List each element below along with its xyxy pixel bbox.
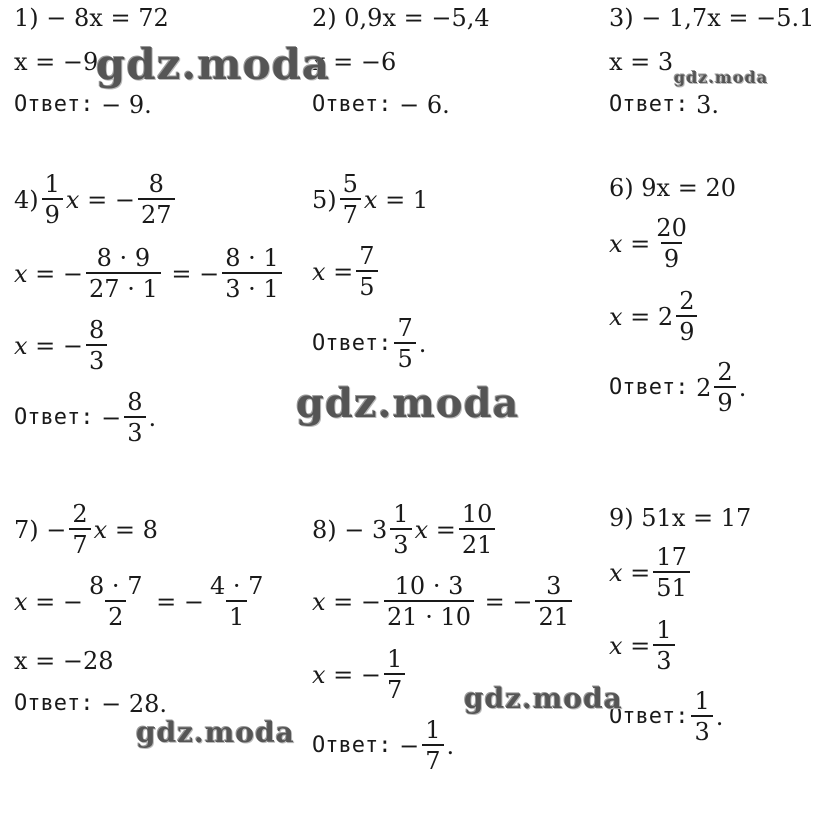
fraction: $\frac{1}{7}$ [384, 647, 405, 702]
problem-1-equation [14, 6, 169, 30]
answer-label: Ответ: [312, 732, 392, 758]
problem-8-step-2: x = − $\frac{1}{7}$ [312, 647, 408, 702]
fraction: $\frac{4 \cdot 7}{1}$ [209, 572, 264, 631]
fraction: $\frac{2}{9}$ [714, 360, 735, 415]
problem-number: 3) [609, 4, 634, 32]
watermark: gdz.moda [96, 40, 331, 89]
problem-4-step-1: x = − $\frac{8 \cdot 9}{27 \cdot 1}$ = − $\frac{8 \cdot 1}{3 \cdot 1}$ [14, 246, 285, 301]
fraction: $\frac{17}{51}$ [653, 545, 690, 600]
fraction: $\frac{8}{3}$ [124, 390, 145, 445]
problem-2-answer [312, 93, 450, 117]
problem-7-equation: 7) − $\frac{2}{7}$ x = 8 [14, 500, 158, 559]
problem-9-equation [609, 506, 751, 530]
problem-number: 6) [609, 174, 634, 202]
answer-value: − 6. [399, 91, 450, 119]
problem-7-step-1: x = − $\frac{8 \cdot 7}{2}$ = − $\frac{4 \cdot 7}{1}$ [14, 574, 269, 629]
problem-6-step-1: x = $\frac{20}{9}$ [609, 216, 693, 271]
watermark: gdz.moda [296, 380, 520, 427]
fraction: $\frac{7}{5}$ [394, 316, 415, 371]
equation-text: − 1,7x = −5.1 [641, 4, 814, 32]
fraction: $\frac{8}{3}$ [86, 318, 107, 373]
fraction: $\frac{1}{3}$ [653, 618, 674, 673]
fraction: $\frac{1}{3}$ [390, 502, 411, 557]
problem-8-equation: 8) − 3 $\frac{1}{3}$ x = $\frac{10}{21}$ [312, 502, 498, 557]
problem-9-step-2: x = $\frac{1}{3}$ [609, 618, 678, 673]
problem-number: 8) [312, 515, 337, 544]
problem-5-equation: 5) $\frac{5}{7}$ x = 1 [312, 170, 429, 229]
fraction: $\frac{2}{7}$ [69, 502, 90, 557]
problem-number: 2) [312, 4, 337, 32]
fraction: $\frac{3}{21}$ [535, 574, 572, 629]
answer-label: Ответ: [14, 92, 94, 117]
problem-1-answer [14, 93, 152, 117]
problem-8-step-1: x = − $\frac{10 \cdot 3}{21 \cdot 10}$ = − $\frac{3}{21}$ [312, 574, 575, 629]
problem-5-answer: Ответ: $\frac{7}{5}$ . [312, 314, 427, 373]
problem-6-equation [609, 176, 736, 200]
answer-label: Ответ: [609, 703, 689, 729]
problem-3-equation [609, 6, 814, 30]
fraction: $\frac{10 \cdot 3}{21 \cdot 10}$ [384, 574, 474, 629]
fraction: $\frac{8 \cdot 9}{27 \cdot 1}$ [86, 246, 161, 301]
problem-number: 7) [14, 515, 39, 544]
problem-9-answer: Ответ: $\frac{1}{3}$ . [609, 687, 724, 746]
problem-7-answer [14, 692, 167, 716]
fraction: $\frac{20}{9}$ [656, 214, 687, 273]
problem-number: 4) [14, 185, 39, 214]
answer-value: − 9. [101, 91, 152, 119]
watermark: gdz.moda [136, 716, 295, 749]
problem-3-solution: x = 3 [609, 48, 674, 76]
fraction: $\frac{8}{27}$ [138, 172, 175, 227]
answer-label: Ответ: [14, 691, 94, 716]
answer-label: Ответ: [609, 374, 689, 400]
problem-number: 1) [14, 4, 39, 32]
problem-6-step-2: x = 2 $\frac{2}{9}$ [609, 289, 700, 344]
problem-2-solution: x = −6 [312, 48, 397, 76]
problem-2-equation [312, 6, 490, 30]
fraction: $\frac{7}{5}$ [356, 244, 377, 299]
equation-text: 9x = 20 [641, 174, 736, 202]
problem-8-answer: Ответ: − $\frac{1}{7}$ . [312, 716, 455, 775]
fraction: $\frac{8 \cdot 1}{3 \cdot 1}$ [222, 246, 281, 301]
watermark: gdz.moda [674, 68, 769, 87]
fraction: $\frac{1}{7}$ [422, 718, 443, 773]
problem-9-step-1: x = $\frac{17}{51}$ [609, 545, 693, 600]
fraction: $\frac{1}{9}$ [42, 172, 63, 227]
answer-label: Ответ: [14, 404, 94, 430]
watermark: gdz.moda [464, 682, 623, 715]
problem-number: 9) [609, 504, 634, 532]
problem-4-equation: 4) $\frac{1}{9}$ x = − $\frac{8}{27}$ [14, 172, 178, 227]
problem-3-answer [609, 93, 719, 117]
fraction: $\frac{5}{7}$ [340, 172, 361, 227]
problem-1-solution: x = −9 [14, 48, 99, 76]
equation-text: 0,9x = −5,4 [344, 4, 490, 32]
fraction: $\frac{2}{9}$ [676, 289, 697, 344]
problem-5-step-1: x = $\frac{7}{5}$ [312, 244, 381, 299]
problem-4-step-2: x = − $\frac{8}{3}$ [14, 318, 110, 373]
answer-value: − 28. [101, 690, 168, 718]
fraction: $\frac{1}{3}$ [691, 689, 712, 744]
fraction: $\frac{10}{21}$ [459, 502, 496, 557]
equation-text: − 8x = 72 [46, 4, 169, 32]
problem-7-solution: x = −28 [14, 647, 114, 675]
problem-4-answer: Ответ: − $\frac{8}{3}$ . [14, 388, 157, 447]
answer-value: 3. [696, 91, 720, 119]
answer-label: Ответ: [312, 330, 392, 356]
problem-6-answer: Ответ: 2 $\frac{2}{9}$ . [609, 358, 747, 417]
answer-label: Ответ: [609, 92, 689, 117]
answer-label: Ответ: [312, 92, 392, 117]
equation-text: 51x = 17 [641, 504, 752, 532]
fraction: $\frac{8 \cdot 7}{2}$ [89, 572, 143, 631]
problem-number: 5) [312, 185, 337, 214]
